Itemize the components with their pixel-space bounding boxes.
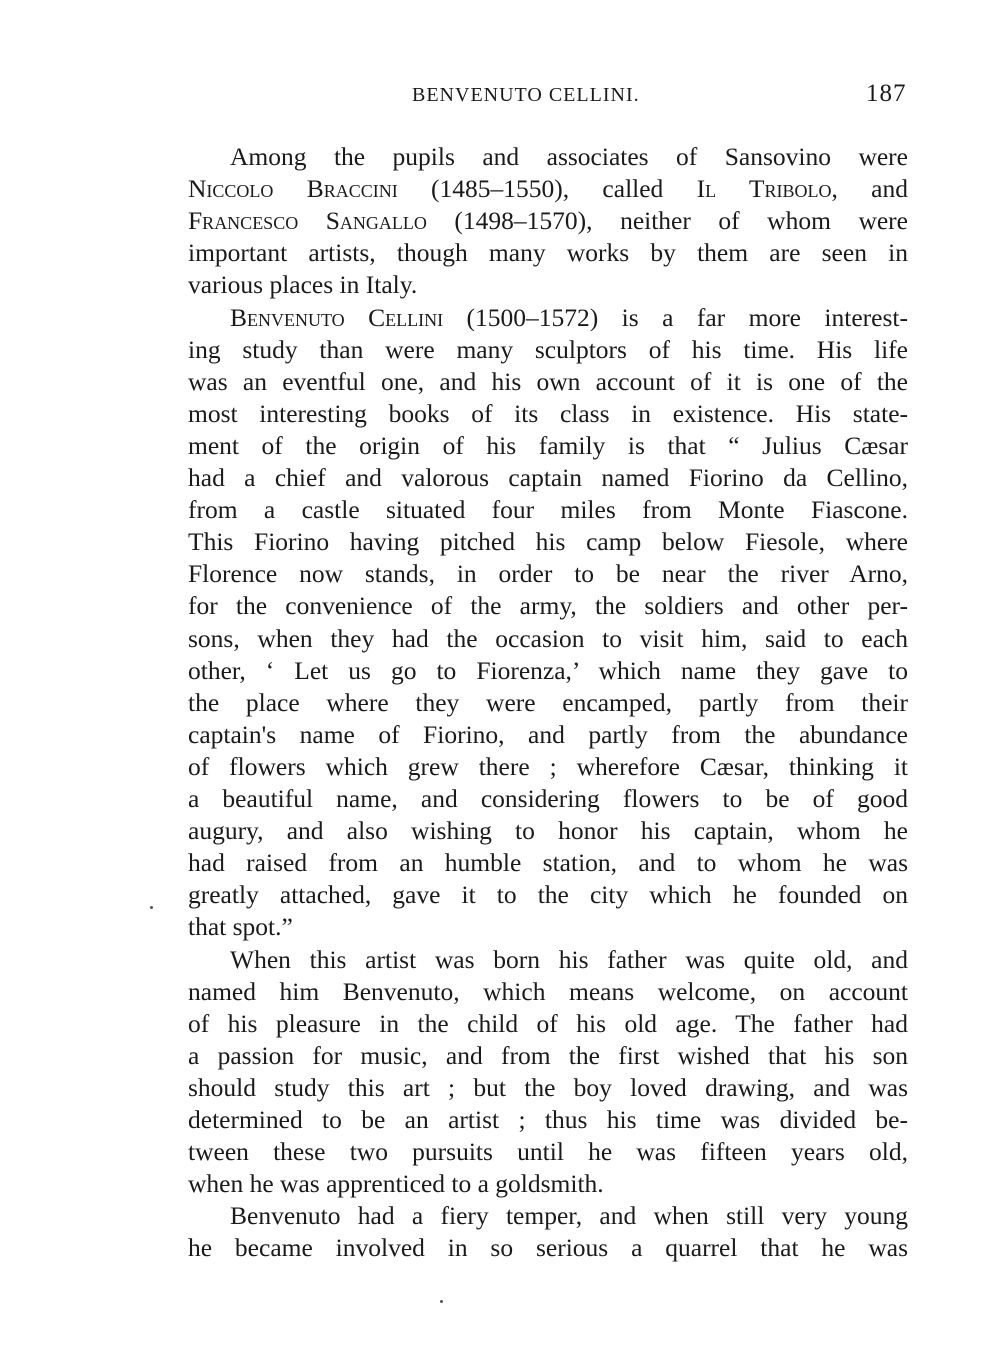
text-segment: a beautiful name, and considering flowers to be of good — [188, 784, 908, 813]
text-line — [188, 527, 908, 557]
text-line — [188, 431, 908, 461]
text-line — [188, 688, 908, 718]
text-line — [188, 848, 908, 878]
text-line — [188, 1169, 908, 1199]
text-segment: This Fiorino having pitched his camp below Fiesole, where — [188, 527, 908, 557]
text-segment: when he was apprenticed to a goldsmith. — [188, 1169, 604, 1199]
text-line — [188, 752, 908, 782]
text-segment: Florence now stands, in order to be near the river Arno, — [188, 559, 908, 589]
text-segment: captain's name of Fiorino, and partly from the abundance — [188, 719, 908, 749]
text-line — [188, 591, 908, 621]
text-segment: ing study than were many sculptors of his time. His life — [188, 334, 908, 364]
text-line — [188, 335, 908, 365]
text-line — [188, 1009, 908, 1039]
text-segment: from a castle situated four miles from Monte Fiascone. — [188, 495, 908, 525]
text-segment: (1500–1572) is a far more interest- — [443, 302, 908, 332]
text-line — [188, 495, 908, 525]
text-line — [188, 367, 908, 397]
text-line — [188, 880, 908, 910]
text-line — [230, 142, 908, 172]
text-segment: a passion for music, and from the first wished that his son — [188, 1040, 908, 1070]
text-line — [188, 238, 908, 268]
text-line — [188, 399, 908, 429]
text-line — [230, 303, 908, 333]
text-segment: (1485–1550), called — [397, 174, 697, 204]
text-segment: for the convenience of the army, the soldiers and other per- — [188, 591, 908, 621]
text-segment: other, ‘ Let us go to Fiorenza,’ which name they gave to — [188, 655, 908, 685]
text-line — [188, 656, 908, 686]
text-line — [188, 270, 908, 300]
running-head: BENVENUTO CELLINI. — [412, 84, 640, 106]
text-line — [188, 1073, 908, 1103]
text-line — [230, 1201, 908, 1231]
text-segment: determined to be an artist ; thus his time was divided be- — [188, 1105, 908, 1134]
text-segment: tween these two pursuits until he was fifteen years old, — [188, 1137, 908, 1167]
text-segment: had a chief and valorous captain named Fiorino da Cellino, — [188, 463, 908, 492]
text-segment: Benvenuto had a fiery temper, and when still very young — [230, 1201, 908, 1231]
text-line — [188, 624, 908, 654]
text-segment: sons, when they had the occasion to visit him, said to each — [188, 623, 908, 653]
text-segment: important artists, though many works by them are seen in — [188, 238, 908, 268]
text-line — [188, 463, 908, 493]
text-segment: greatly attached, gave it to the city which he founded on — [188, 880, 908, 910]
text-segment: had raised from an humble station, and to whom he was — [188, 848, 908, 878]
text-segment: most interesting books of its class in existence. His state- — [188, 398, 908, 428]
small-caps-name: Niccolo Braccini — [188, 174, 398, 204]
text-line — [188, 977, 908, 1007]
text-line — [188, 720, 908, 750]
text-line — [230, 945, 908, 975]
small-caps-name: Benvenuto Cellini — [230, 302, 444, 332]
text-segment: the place where they were encamped, partly from their — [188, 687, 908, 717]
text-segment: named him Benvenuto, which means welcome, on account — [188, 976, 908, 1006]
text-line — [188, 174, 908, 204]
small-caps-name: Francesco Sangallo — [188, 206, 427, 236]
text-segment: of his pleasure in the child of his old age. The father had — [188, 1008, 908, 1038]
text-line — [188, 1233, 908, 1263]
page-number: 187 — [866, 80, 907, 107]
text-line — [188, 784, 908, 814]
text-segment: that spot.” — [188, 912, 293, 942]
small-caps-name: Il Tribolo — [696, 174, 832, 204]
text-segment: of flowers which grew there ; wherefore Cæsar, thinking it — [188, 751, 908, 781]
text-line — [188, 912, 908, 942]
text-line — [188, 1105, 908, 1135]
scan-speck — [150, 906, 153, 909]
text-segment: augury, and also wishing to honor his captain, whom he — [188, 816, 908, 846]
text-segment: When this artist was born his father was quite old, and — [230, 944, 908, 974]
text-line — [188, 1041, 908, 1071]
text-line — [188, 206, 908, 236]
text-segment: various places in Italy. — [188, 270, 418, 300]
text-segment: Among the pupils and associates of Sansovino were — [230, 142, 908, 171]
text-segment: , and — [831, 174, 909, 204]
text-line — [188, 559, 908, 589]
text-segment: (1498–1570), neither of whom were — [426, 206, 908, 236]
text-segment: ment of the origin of his family is that “ Julius Cæsar — [188, 430, 908, 460]
text-segment: was an eventful one, and his own account of it is one of the — [188, 366, 908, 396]
text-line — [188, 1137, 908, 1167]
text-line — [188, 816, 908, 846]
scan-speck — [440, 1300, 443, 1303]
text-segment: he became involved in so serious a quarrel that he was — [188, 1233, 908, 1263]
text-segment: should study this art ; but the boy loved drawing, and was — [188, 1072, 908, 1102]
